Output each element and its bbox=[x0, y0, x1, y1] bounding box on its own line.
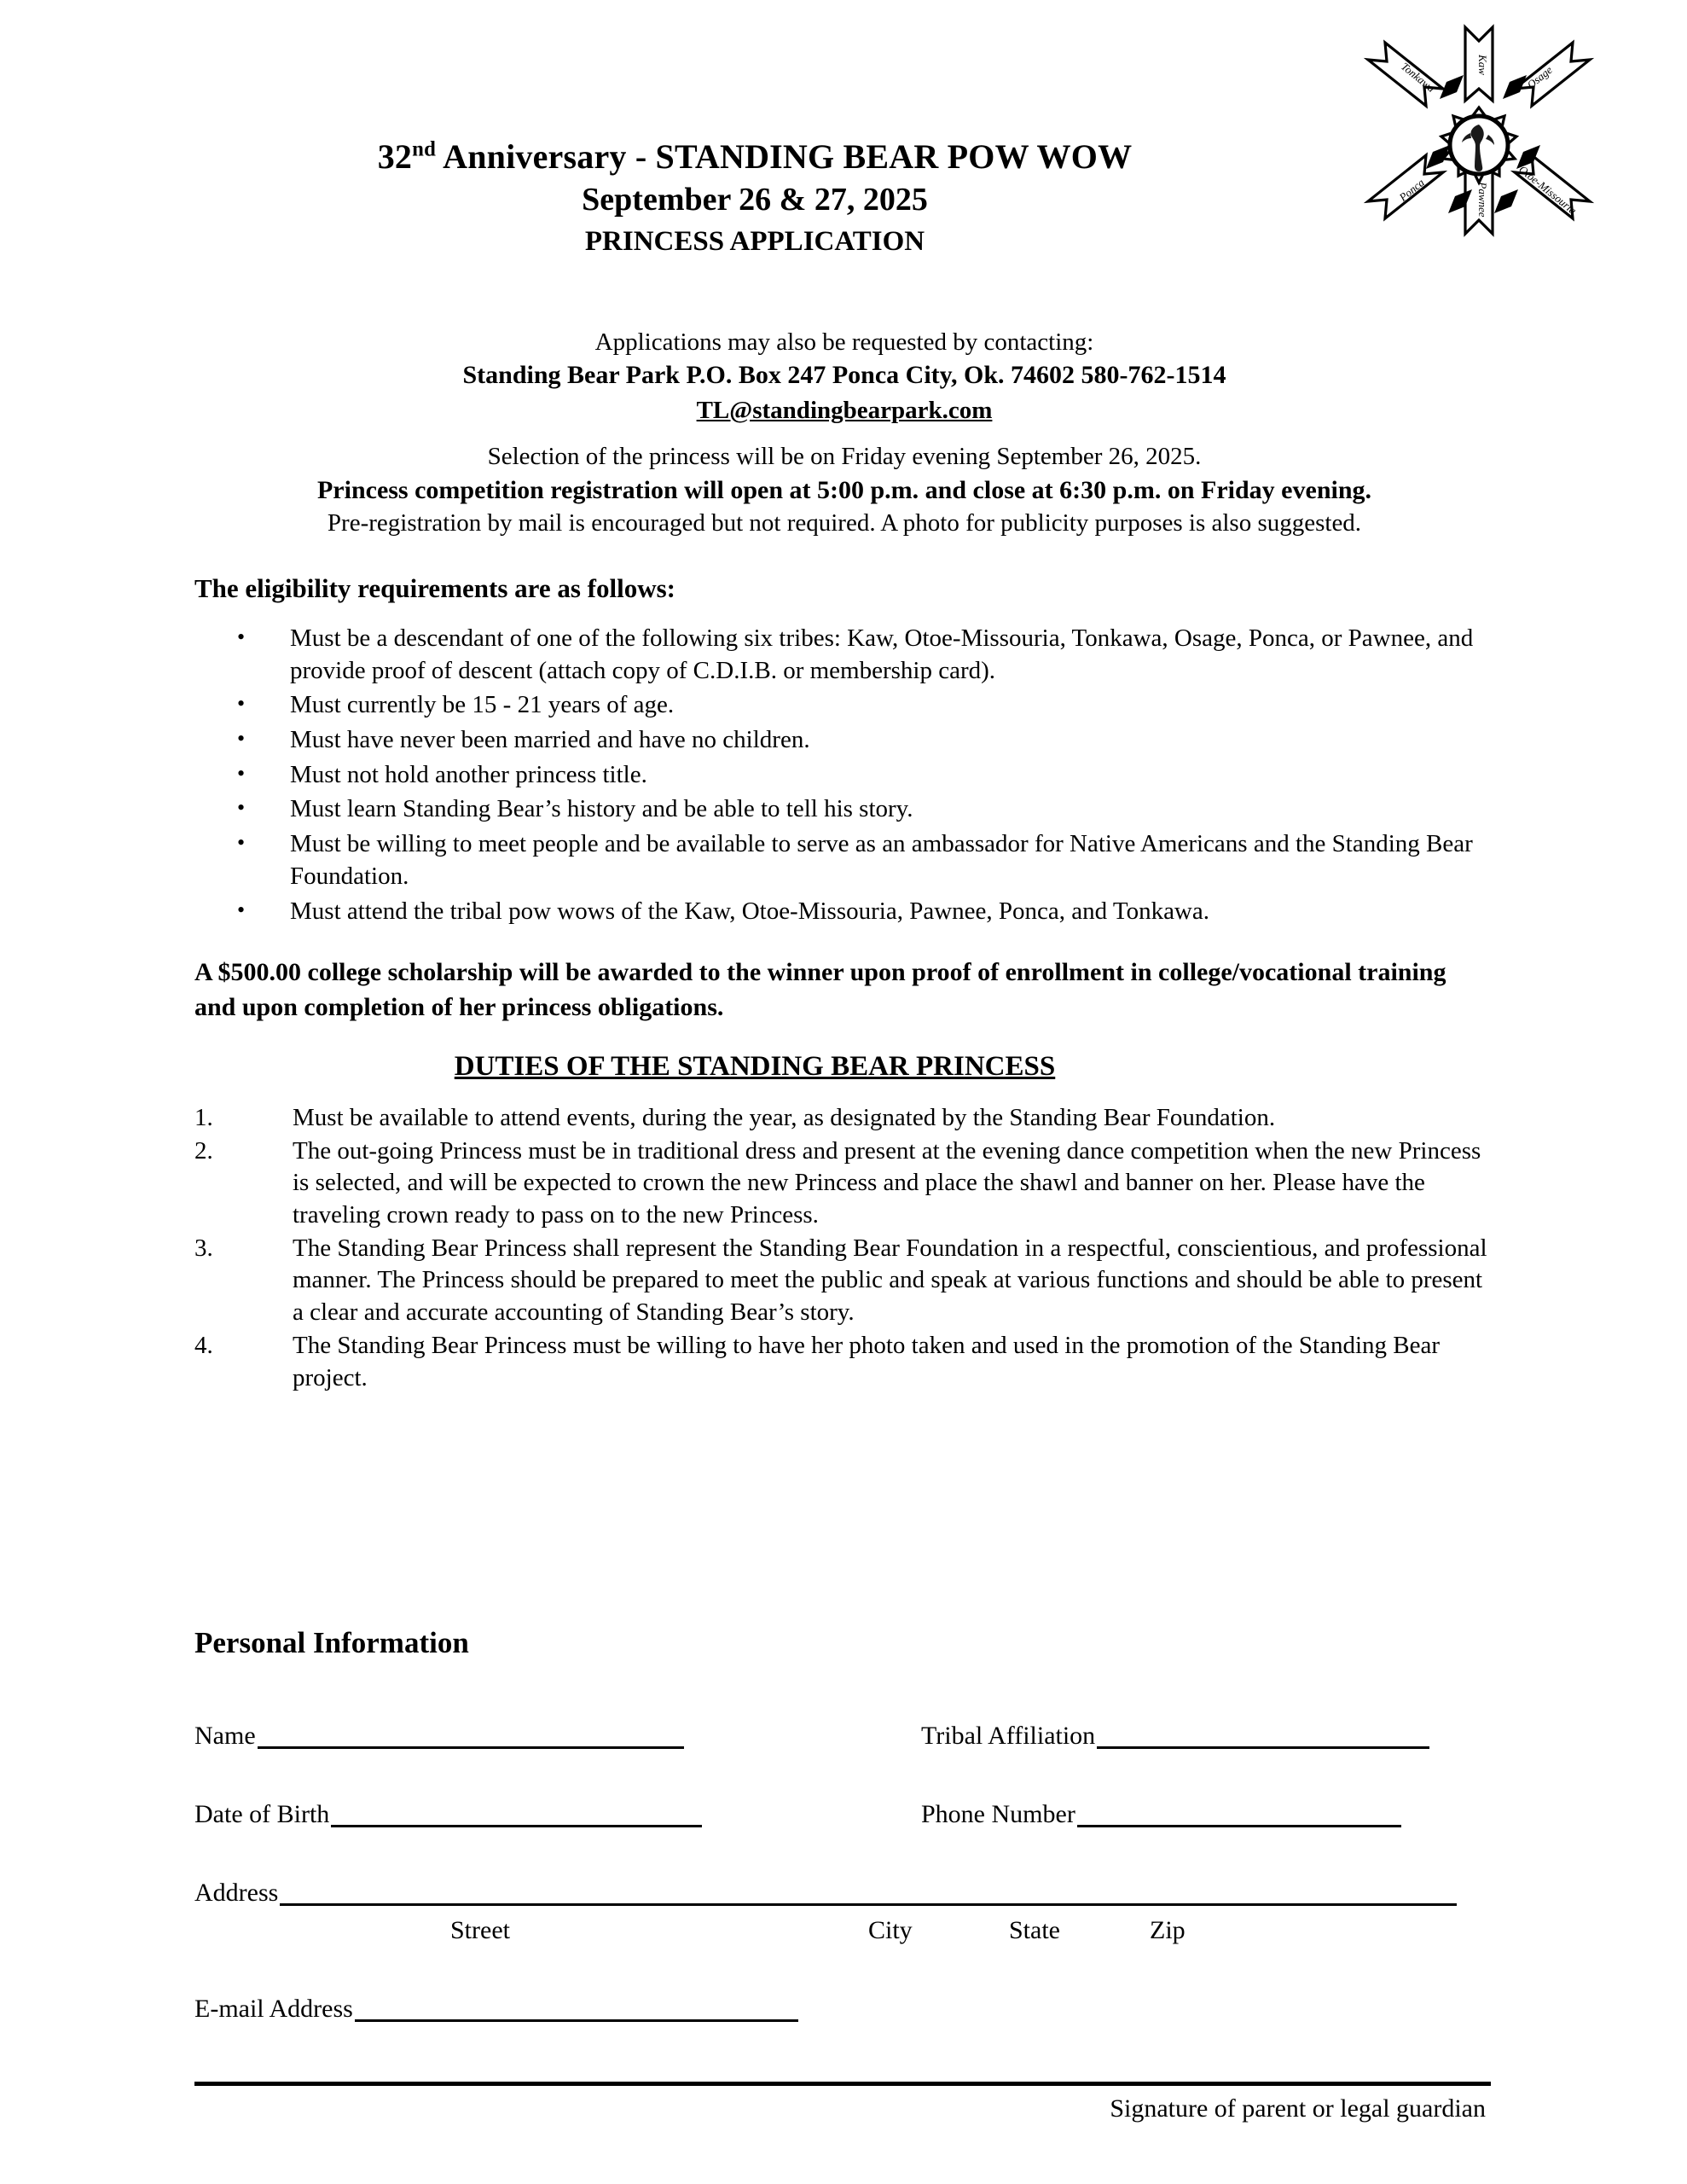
list-item bbox=[194, 1233, 1491, 1329]
email-address-label: E-mail Address bbox=[194, 1995, 353, 2023]
logo-banner-osage: Osage bbox=[1524, 63, 1555, 91]
phone-number-field[interactable] bbox=[921, 1802, 1401, 1827]
list-item-text: Must learn Standing Bear’s history and be able to tell his story. bbox=[290, 795, 913, 823]
document-header bbox=[179, 136, 1330, 259]
list-item-number: 1. bbox=[194, 1104, 213, 1131]
duties-list bbox=[194, 1102, 1491, 1395]
list-item bbox=[194, 759, 1491, 792]
address-state-label: State bbox=[1009, 1916, 1060, 1944]
bullet-icon: • bbox=[237, 830, 246, 856]
standing-bear-pow-wow-logo bbox=[1354, 15, 1602, 246]
address-street-label: Street bbox=[450, 1916, 510, 1944]
list-item-number: 4. bbox=[194, 1331, 213, 1359]
anniversary-number: 32 bbox=[377, 137, 413, 176]
ordinal-suffix: nd bbox=[412, 137, 437, 161]
contact-intro: Applications may also be requested by contacting: bbox=[594, 328, 1094, 356]
date-of-birth-label: Date of Birth bbox=[194, 1800, 330, 1828]
list-item-text: The out-going Princess must be in traditional dress and present at the evening dance competition when the new Princess is selected, and will be expected to crown the new Princess and place the shawl and banner on her. Please have the traveling crown ready to pass on to the new Princess. bbox=[293, 1136, 1481, 1229]
personal-information-form bbox=[194, 1723, 1491, 2075]
list-item bbox=[194, 828, 1491, 892]
date-of-birth-input-rule[interactable] bbox=[331, 1803, 702, 1827]
list-item bbox=[194, 623, 1491, 687]
logo-banner-otoe-missouria: Otoe-Missouria bbox=[1516, 162, 1580, 218]
selection-date-line: Selection of the princess will be on Friday evening September 26, 2025. bbox=[487, 443, 1202, 470]
bullet-icon: • bbox=[237, 795, 246, 821]
list-item bbox=[194, 1136, 1491, 1232]
title-remainder: Anniversary - STANDING BEAR POW WOW bbox=[436, 137, 1133, 176]
bullet-icon: • bbox=[237, 760, 246, 786]
form-row-address bbox=[194, 1880, 1491, 1996]
name-input-rule[interactable] bbox=[258, 1724, 684, 1749]
form-row-email bbox=[194, 1996, 1491, 2075]
list-item bbox=[194, 793, 1491, 826]
list-item-number: 3. bbox=[194, 1234, 213, 1262]
logo-banner-ponca: Ponca bbox=[1396, 176, 1427, 204]
bullet-icon: • bbox=[237, 897, 246, 922]
form-row-dob-phone bbox=[194, 1802, 1491, 1880]
contact-email-link[interactable]: TL@standingbearpark.com bbox=[696, 396, 993, 424]
bullet-icon: • bbox=[237, 624, 246, 649]
duties-heading: DUTIES OF THE STANDING BEAR PRINCESS bbox=[454, 1051, 1056, 1082]
personal-information-heading: Personal Information bbox=[194, 1626, 469, 1659]
contact-address: Standing Bear Park P.O. Box 247 Ponca City, Ok. 74602 580-762-1514 bbox=[462, 361, 1226, 390]
contact-block bbox=[119, 326, 1569, 428]
phone-number-input-rule[interactable] bbox=[1077, 1803, 1401, 1827]
email-address-input-rule[interactable] bbox=[355, 1997, 798, 2022]
logo-banner-kaw: Kaw bbox=[1476, 55, 1489, 75]
tribal-affiliation-input-rule[interactable] bbox=[1097, 1724, 1429, 1749]
phone-number-label: Phone Number bbox=[921, 1800, 1075, 1828]
list-item-text: Must be willing to meet people and be available to serve as an ambassador for Native Americans and the Standing Bear Foundation. bbox=[290, 830, 1473, 890]
address-input-rule[interactable] bbox=[280, 1881, 1457, 1906]
address-city-label: City bbox=[868, 1916, 913, 1944]
name-field[interactable] bbox=[194, 1723, 684, 1749]
email-address-field[interactable] bbox=[194, 1996, 798, 2022]
form-subtitle: PRINCESS APPLICATION bbox=[584, 225, 925, 257]
list-item bbox=[194, 689, 1491, 722]
signature-caption: Signature of parent or legal guardian bbox=[1110, 2094, 1486, 2123]
list-item-text: Must currently be 15 - 21 years of age. bbox=[290, 691, 675, 719]
logo-banner-tonkawa: Tonkawa bbox=[1399, 60, 1438, 95]
form-row-name bbox=[194, 1723, 1491, 1802]
event-dates: September 26 & 27, 2025 bbox=[582, 182, 928, 218]
address-field[interactable] bbox=[194, 1880, 1457, 1906]
selection-info-block bbox=[119, 440, 1569, 540]
eligibility-list bbox=[194, 623, 1491, 930]
eligibility-heading: The eligibility requirements are as follows: bbox=[194, 573, 675, 603]
list-item-text: Must be available to attend events, during the year, as designated by the Standing Bear Foundation. bbox=[293, 1104, 1276, 1131]
list-item bbox=[194, 896, 1491, 928]
signature-block bbox=[194, 2082, 1491, 2123]
address-zip-label: Zip bbox=[1150, 1916, 1186, 1944]
pre-registration-line: Pre-registration by mail is encouraged but not required. A photo for publicity purposes is also suggested. bbox=[327, 509, 1362, 537]
list-item-text: The Standing Bear Princess shall represent the Standing Bear Foundation in a respectful, conscientious, and professional manner. The Princess should be prepared to meet the public and speak at various functions and should be able to present a clear and accurate accounting of Standing Bear’s story. bbox=[293, 1234, 1487, 1327]
registration-window-line: Princess competition registration will open at 5:00 p.m. and close at 6:30 p.m. on Friday evening. bbox=[316, 475, 1372, 504]
name-label: Name bbox=[194, 1722, 256, 1750]
page-title bbox=[179, 136, 1330, 177]
list-item bbox=[194, 1102, 1491, 1135]
list-item bbox=[194, 724, 1491, 757]
date-of-birth-field[interactable] bbox=[194, 1802, 702, 1827]
tribal-affiliation-label: Tribal Affiliation bbox=[921, 1722, 1096, 1750]
list-item-number: 2. bbox=[194, 1136, 213, 1165]
scholarship-notice: A $500.00 college scholarship will be awarded to the winner upon proof of enrollment in college/vocational training and upon completion of her princess obligations. bbox=[194, 958, 1446, 1021]
tribal-affiliation-field[interactable] bbox=[921, 1723, 1429, 1749]
logo-banner-pawnee: Pawnee bbox=[1476, 182, 1489, 218]
list-item-text: Must have never been married and have no children. bbox=[290, 726, 810, 754]
address-label: Address bbox=[194, 1879, 279, 1907]
bullet-icon: • bbox=[237, 691, 246, 717]
signature-line[interactable] bbox=[194, 2082, 1491, 2086]
list-item-text: Must not hold another princess title. bbox=[290, 760, 647, 788]
list-item-text: Must be a descendant of one of the following six tribes: Kaw, Otoe-Missouria, Tonkawa, Osage, Ponca, or Pawnee, and provide proof of descent (attach copy of C.D.I.B. or membership card). bbox=[290, 624, 1474, 684]
address-sublabels bbox=[194, 1916, 1491, 1955]
list-item-text: Must attend the tribal pow wows of the Kaw, Otoe-Missouria, Pawnee, Ponca, and Tonkawa. bbox=[290, 897, 1209, 925]
bullet-icon: • bbox=[237, 726, 246, 752]
list-item-text: The Standing Bear Princess must be willing to have her photo taken and used in the promotion of the Standing Bear project. bbox=[293, 1331, 1441, 1391]
list-item bbox=[194, 1330, 1491, 1394]
